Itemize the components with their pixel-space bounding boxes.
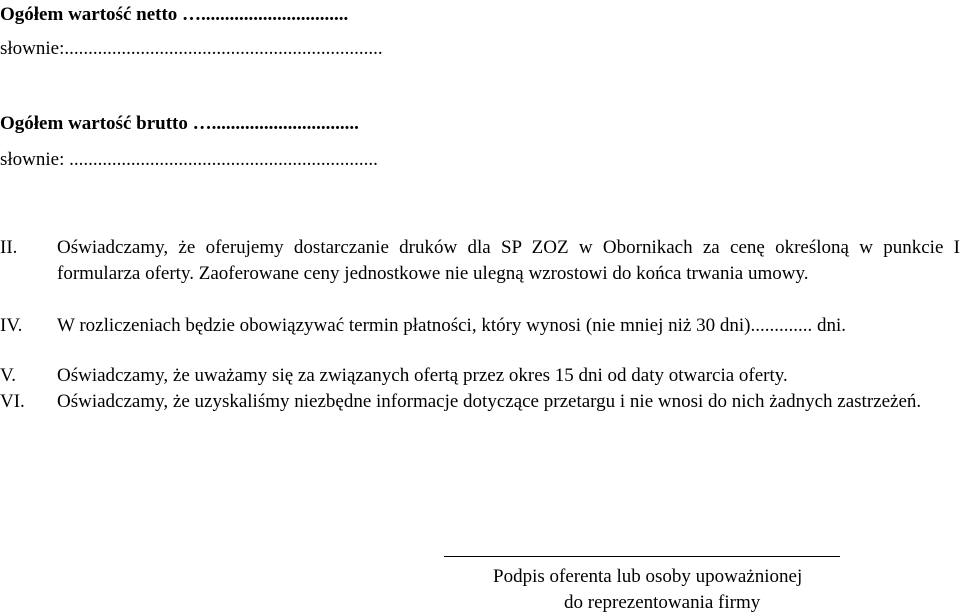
statement-number: II. — [0, 237, 18, 258]
statement-text: Oświadczamy, że uzyskaliśmy niezbędne informacje dotyczące przetargu i nie wnosi do nich żadnych zastrzeżeń. — [57, 391, 922, 412]
net-total-text: Ogółem wartość netto …............................... — [0, 4, 349, 25]
statement-text: Oświadczamy, że oferujemy dostarczanie druków dla SP ZOZ w Obornikach za cenę określoną w punkcie I formularza oferty. Zaoferowane ceny jednostkowe nie ulegną wzrostowi do końca trwania umowy. — [57, 237, 960, 284]
net-total-in-words: słownie:................................................................... — [0, 38, 383, 59]
statement-number: IV. — [0, 315, 23, 336]
gross-total-label — [0, 113, 359, 135]
signature-line — [444, 556, 840, 557]
signature-caption-line1: Podpis oferenta lub osoby upoważnionej — [493, 566, 803, 587]
statement-text: Oświadczamy, że uważamy się za związanych ofertą przez okres 15 dni od daty otwarcia oferty. — [57, 365, 788, 386]
net-total-label — [0, 4, 348, 26]
statement-text: W rozliczeniach będzie obowiązywać termin płatności, który wynosi (nie mniej niż 30 dni)............. dni. — [57, 315, 846, 336]
gross-total-in-words: słownie: ................................................................. — [0, 149, 378, 170]
statement-number: V. — [0, 365, 17, 386]
signature-caption-line2: do reprezentowania firmy — [564, 592, 761, 613]
statement-number: VI. — [0, 391, 25, 412]
gross-total-text: Ogółem wartość brutto …............................... — [0, 113, 359, 134]
